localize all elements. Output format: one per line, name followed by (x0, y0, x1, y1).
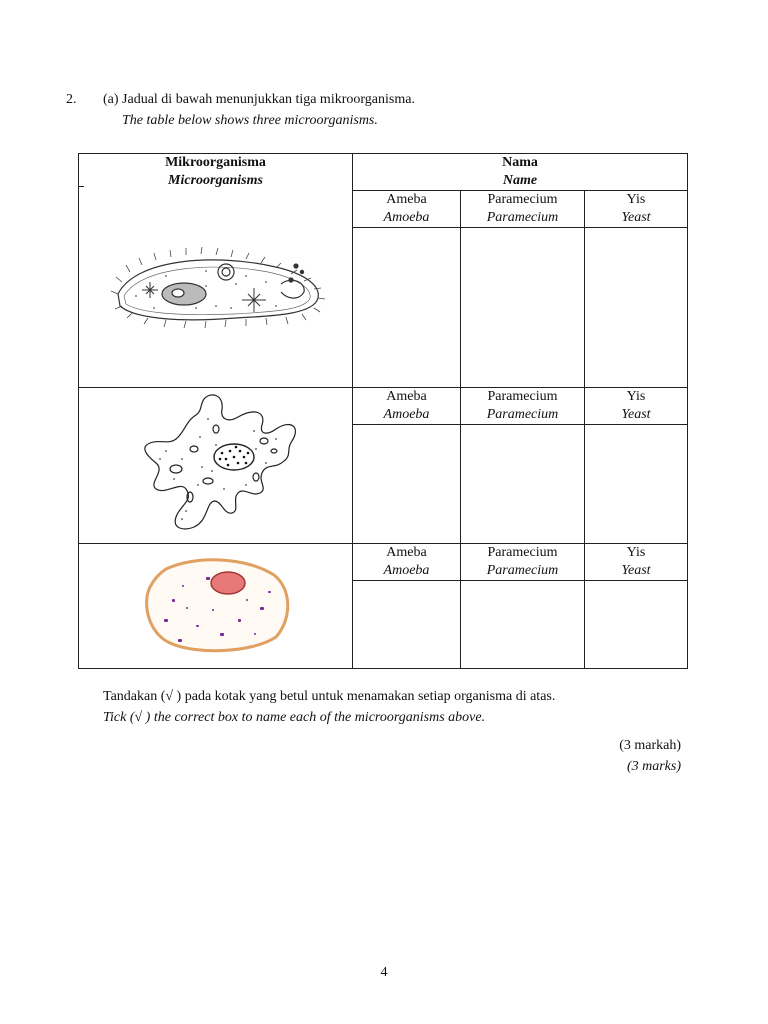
tick-box-amoeba[interactable] (353, 425, 461, 544)
option-cell-paramecium (461, 388, 585, 425)
tick-box-paramecium[interactable] (461, 228, 585, 388)
option-cell-amoeba (353, 544, 461, 581)
option-label-english: Yeast (621, 407, 651, 422)
header-microorganisms (79, 154, 353, 191)
option-cell-paramecium (461, 544, 585, 581)
option-label-english: Paramecium (486, 407, 559, 422)
option-label-malay: Paramecium (487, 545, 558, 560)
option-cell-yeast (585, 191, 688, 228)
option-label-malay: Ameba (386, 192, 427, 207)
option-label-malay: Yis (626, 192, 646, 207)
tick-box-amoeba[interactable] (353, 581, 461, 669)
marks-english: (3 marks) (626, 759, 681, 774)
microorganism-table (78, 153, 688, 669)
paramecium-illustration (106, 236, 326, 336)
header-name (353, 154, 688, 191)
tick-box-yeast[interactable] (585, 425, 688, 544)
table-row (79, 191, 688, 228)
instruction-english: Tick (√ ) the correct box to name each of the microorganisms above. (103, 710, 486, 725)
option-cell-yeast (585, 544, 688, 581)
option-label-malay: Yis (626, 389, 646, 404)
option-label-malay: Yis (626, 545, 646, 560)
organism-image-cell (79, 191, 353, 388)
option-label-english: Yeast (621, 563, 651, 578)
tick-box-paramecium[interactable] (461, 581, 585, 669)
option-label-english: Yeast (621, 210, 651, 225)
page-number: 4 (380, 965, 388, 980)
option-cell-yeast (585, 388, 688, 425)
option-label-english: Amoeba (383, 563, 430, 578)
option-label-english: Amoeba (383, 407, 430, 422)
marks-malay: (3 markah) (619, 738, 681, 753)
option-label-english: Paramecium (486, 563, 559, 578)
option-label-malay: Ameba (386, 545, 427, 560)
organism-image-cell (79, 544, 353, 669)
option-cell-paramecium (461, 191, 585, 228)
tick-box-paramecium[interactable] (461, 425, 585, 544)
option-label-malay: Ameba (386, 389, 427, 404)
amoeba-illustration (116, 389, 316, 537)
header-name-malay: Nama (502, 155, 538, 170)
instruction-malay: Tandakan (√ ) pada kotak yang betul untuk menamakan setiap organisma di atas. (103, 689, 556, 704)
tick-box-yeast[interactable] (585, 581, 688, 669)
organism-image-cell (79, 388, 353, 544)
header-name-english: Name (502, 173, 538, 188)
header-microorganisms-malay: Mikroorganisma (165, 155, 266, 170)
yeast-cell-illustration (136, 549, 296, 657)
header-microorganisms-english: Microorganisms (168, 173, 263, 188)
option-label-english: Paramecium (486, 210, 559, 225)
tick-box-yeast[interactable] (585, 228, 688, 388)
option-label-malay: Paramecium (487, 192, 558, 207)
option-label-malay: Paramecium (487, 389, 558, 404)
option-cell-amoeba (353, 191, 461, 228)
tick-box-amoeba[interactable] (353, 228, 461, 388)
question-number: 2. (66, 92, 77, 107)
table-row (79, 388, 688, 425)
question-text-malay: (a) Jadual di bawah menunjukkan tiga mikroorganisma. (103, 92, 415, 107)
option-label-english: Amoeba (383, 210, 430, 225)
option-cell-amoeba (353, 388, 461, 425)
table-row (79, 544, 688, 581)
question-text-english: The table below shows three microorganisms. (122, 113, 378, 128)
table-header-row (79, 154, 688, 191)
